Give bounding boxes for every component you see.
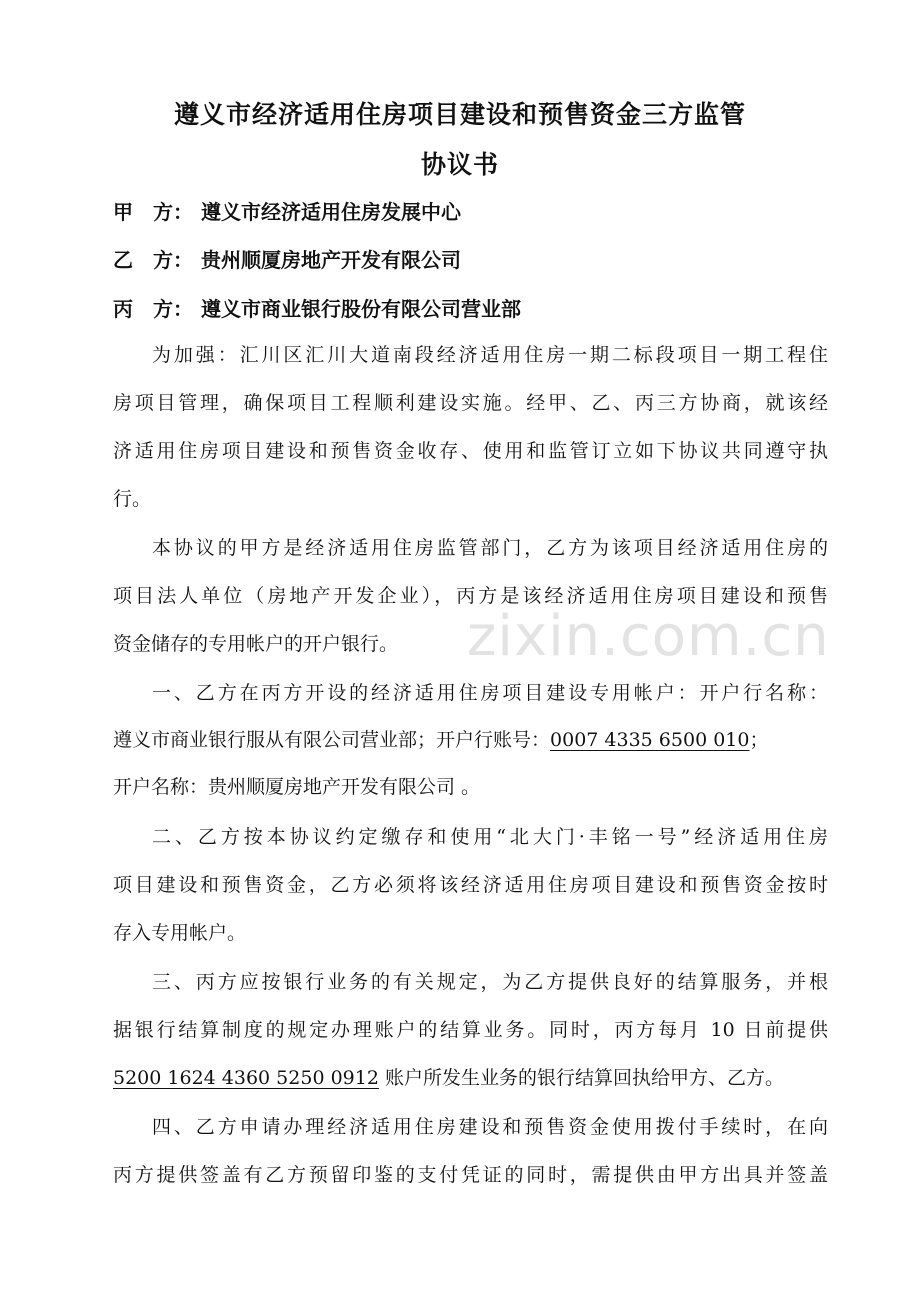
party-c-role: 丙 方： [113, 297, 193, 321]
para6-line2: 丙方提供签盖有乙方预留印鉴的支付凭证的同时，需提供由甲方出具并签盖 [113, 1164, 828, 1186]
para4-line3: 存入专用帐户。 [113, 922, 247, 944]
para1-line1: 为加强：汇川区汇川大道南段经济适用住房一期二标段项目一期工程住 [152, 344, 828, 366]
para5-line1: 三、丙方应按银行业务的有关规定，为乙方提供良好的结算服务，并根 [152, 971, 828, 993]
para6-line1: 四、乙方申请办理经济适用住房建设和预售资金使用拨付手续时，在向 [152, 1116, 828, 1138]
party-c [113, 293, 521, 322]
para5-line2: 据银行结算制度的规定办理账户的结算业务。同时，丙方每月 10 日前提供 [113, 1019, 828, 1041]
party-a-name: 遵义市经济适用住房发展中心 [201, 200, 461, 224]
para3-line3: 开户名称：贵州顺厦房地产开发有限公司 。 [113, 776, 481, 798]
party-c-name: 遵义市商业银行股份有限公司营业部 [201, 297, 521, 321]
party-a [113, 196, 461, 225]
para2-line1: 本协议的甲方是经济适用住房监管部门，乙方为该项目经济适用住房的 [152, 537, 828, 559]
watermark: zixin.com.cn [467, 604, 830, 669]
bank-account-number: 0007 4335 6500 010 [550, 729, 750, 751]
para2-line3: 资金储存的专用帐户的开户银行。 [113, 633, 399, 655]
document-title-line1: 遵义市经济适用住房项目建设和预售资金三方监管 [173, 100, 746, 129]
para4-line2: 项目建设和预售资金，乙方必须将该经济适用住房项目建设和预售资金按时 [113, 874, 828, 896]
para1-line2: 房项目管理，确保项目工程顺利建设实施。经甲、乙、丙三方协商，就该经 [113, 392, 828, 414]
party-a-role: 甲 方： [113, 200, 193, 224]
para4-line1: 二、乙方按本协议约定缴存和使用“北大门·丰铭一号”经济适用住房 [152, 826, 828, 848]
para1-line3: 济适用住房项目建设和预售资金收存、使用和监管订立如下协议共同遵守执 [113, 440, 828, 462]
document-title-line2: 协议书 [420, 150, 499, 179]
party-b-name: 贵州顺厦房地产开发有限公司 [201, 248, 461, 272]
para5-line3-suffix: 账户所发生业务的银行结算回执给甲方、乙方。 [378, 1067, 784, 1089]
para2-line2: 项目法人单位（房地产开发企业），丙方是该经济适用住房项目建设和预售 [113, 585, 828, 607]
para3-line2-suffix: ； [749, 729, 769, 751]
para1-line4: 行。 [113, 488, 152, 510]
party-b [113, 244, 461, 273]
para3-line2 [113, 728, 768, 752]
para3-line1: 一、乙方在丙方开设的经济适用住房项目建设专用帐户：开户行名称： [152, 682, 828, 704]
para3-line2-prefix: 遵义市商业银行服从有限公司营业部；开户行账号： [113, 729, 551, 751]
para5-line3 [113, 1066, 784, 1090]
settlement-account-number: 5200 1624 4360 5250 0912 [113, 1067, 379, 1089]
party-b-role: 乙 方： [113, 248, 193, 272]
